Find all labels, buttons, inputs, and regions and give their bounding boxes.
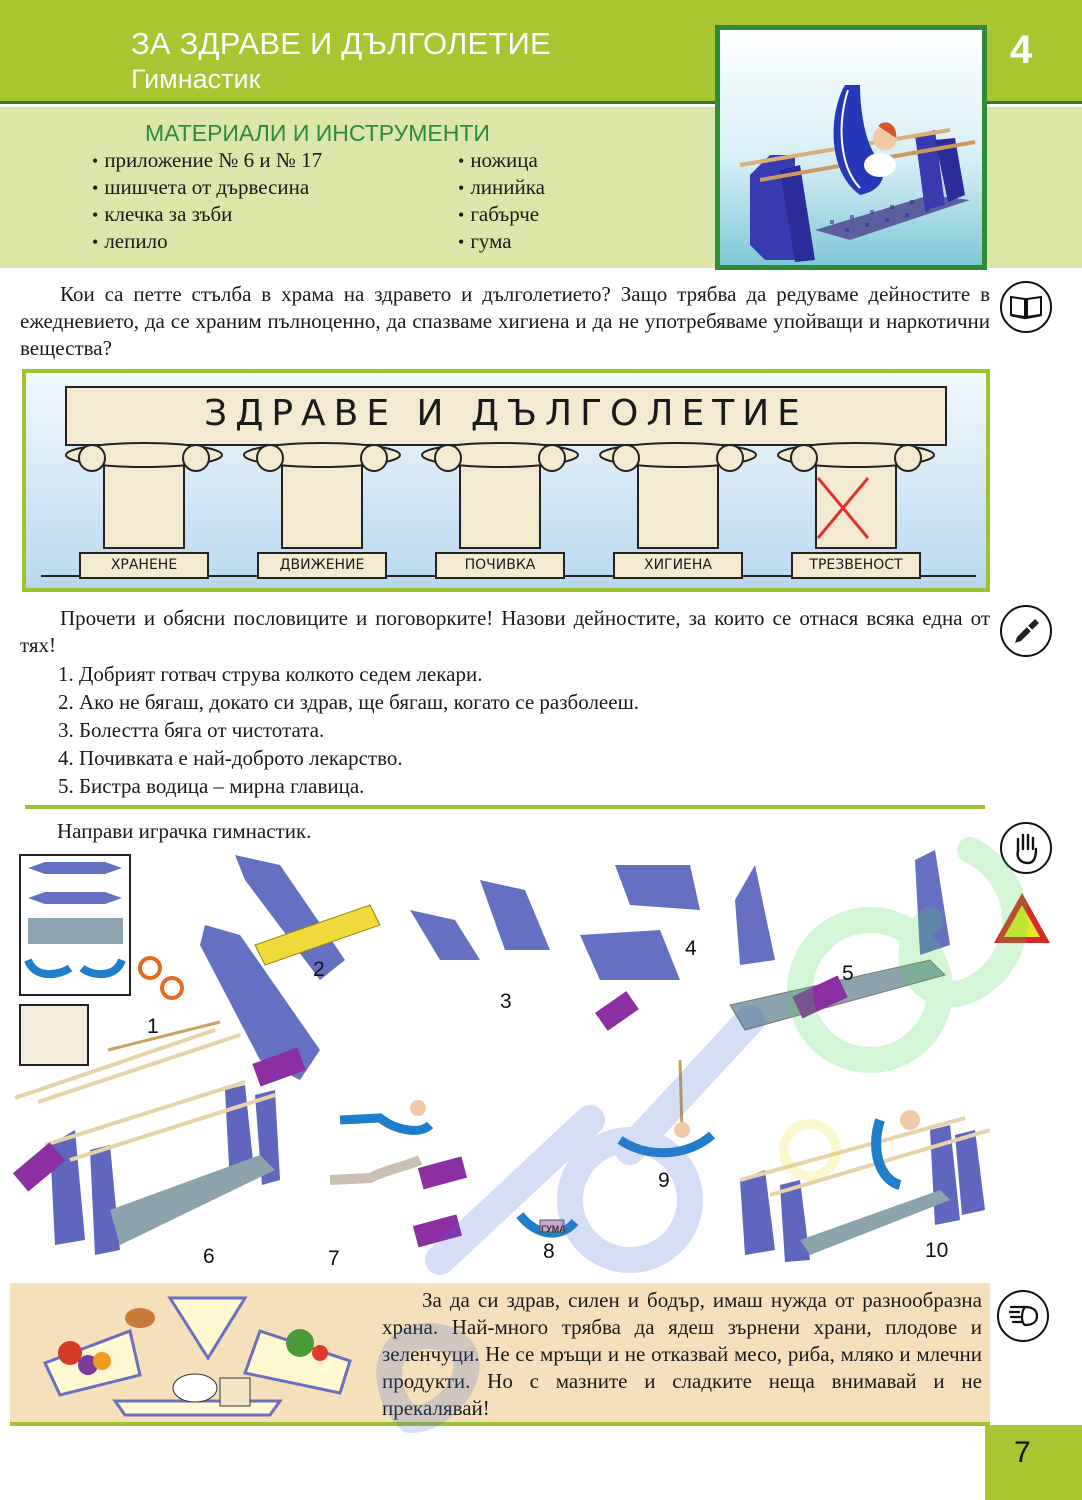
food-pyramid-illustration — [20, 1283, 380, 1423]
proverb-item: 1. Добрият готвач струва колкото седем лекари. — [58, 662, 483, 686]
step-number: 1 — [147, 1015, 159, 1038]
pillar-label-nutrition: ХРАНЕНЕ — [110, 557, 178, 573]
pillar-label-rest: ПОЧИВКА — [464, 557, 536, 573]
pillar-label-movement: ДВИЖЕНИЕ — [279, 557, 365, 573]
step-number: 6 — [203, 1245, 215, 1268]
materials-list-left — [92, 147, 322, 255]
craft-instruction: Направи играчка гимнастик. — [57, 819, 312, 843]
lesson-number: 4 — [1010, 28, 1033, 72]
materials-list-right — [458, 147, 545, 255]
step-number: 8 — [543, 1240, 555, 1263]
material-item: • клечка за зъби — [92, 201, 322, 228]
proverbs-intro: Прочети и обясни пословиците и поговорките! Назови дейностите, за които се отнася всяка една от тях! — [20, 606, 990, 657]
eraser-label: ГУМА — [541, 1224, 566, 1234]
pillar-label-hygiene: ХИГИЕНА — [643, 557, 713, 573]
materials-title: МАТЕРИАЛИ И ИНСТРУМЕНТИ — [145, 120, 490, 146]
page-number-box — [985, 1425, 1082, 1500]
proverb-item: 5. Бистра водица – мирна главица. — [58, 774, 365, 798]
step-number: 4 — [685, 937, 697, 960]
intro-paragraph: Кои са петте стълба в храма на здравето и дълголетието? Защо трябва да редуваме дейностите в ежедневието, да се храним пълноценно, да спазваме хигиена и да не употребяваме упойващи и наркотични вещества? — [20, 282, 990, 360]
page-subtitle: Гимнастик — [131, 64, 261, 94]
section-divider — [25, 805, 985, 809]
pointing-hand-icon — [997, 1290, 1049, 1342]
food-tip-text: За да си здрав, силен и бодър, имаш нужда от разнообразна храна. Най-много трябва да ядеш зърнени храни, плодове и зеленчуци. Не се мръщи и не отказвай месо, риба, мляко и млечни продукти. Но с мазните и сладките неща внимавай и не прекалявай! — [382, 1288, 982, 1420]
material-item: • гума — [458, 228, 545, 255]
step-number: 3 — [500, 990, 512, 1013]
gymnast-toy-illustration — [720, 30, 982, 265]
material-item: • линийка — [458, 174, 545, 201]
pillar-label-sobriety: ТРЕЗВЕНОСТ — [809, 557, 903, 573]
proverb-item: 3. Болестта бяга от чистотата. — [58, 718, 325, 742]
material-item: • лепило — [92, 228, 322, 255]
proverbs-list — [58, 660, 639, 800]
book-icon — [1000, 281, 1052, 333]
warning-icon — [994, 893, 1050, 943]
material-item: • приложение № 6 и № 17 — [92, 147, 322, 174]
step-number: 7 — [328, 1247, 340, 1270]
craft-steps-illustration — [0, 850, 990, 1280]
step-number: 10 — [925, 1239, 949, 1262]
gymnast-toy-photo — [715, 25, 987, 270]
proverb-item: 4. Почивката е най-доброто лекарство. — [58, 746, 403, 770]
hand-icon — [1000, 822, 1052, 874]
material-item: • габърче — [458, 201, 545, 228]
proverb-item: 2. Ако не бягаш, докато си здрав, ще бягаш, когато се разболееш. — [58, 690, 639, 714]
page-title: ЗА ЗДРАВЕ И ДЪЛГОЛЕТИЕ — [131, 26, 551, 61]
pen-icon — [1000, 605, 1052, 657]
material-item: • шишчета от дървесина — [92, 174, 322, 201]
material-item: • ножица — [458, 147, 545, 174]
page-number: 7 — [1014, 1436, 1031, 1469]
health-temple-illustration — [22, 369, 990, 592]
temple-title: ЗДРАВЕ И ДЪЛГОЛЕТИЕ — [204, 393, 808, 434]
step-number: 9 — [658, 1169, 670, 1192]
step-number: 5 — [842, 962, 854, 985]
step-number: 2 — [313, 958, 325, 981]
